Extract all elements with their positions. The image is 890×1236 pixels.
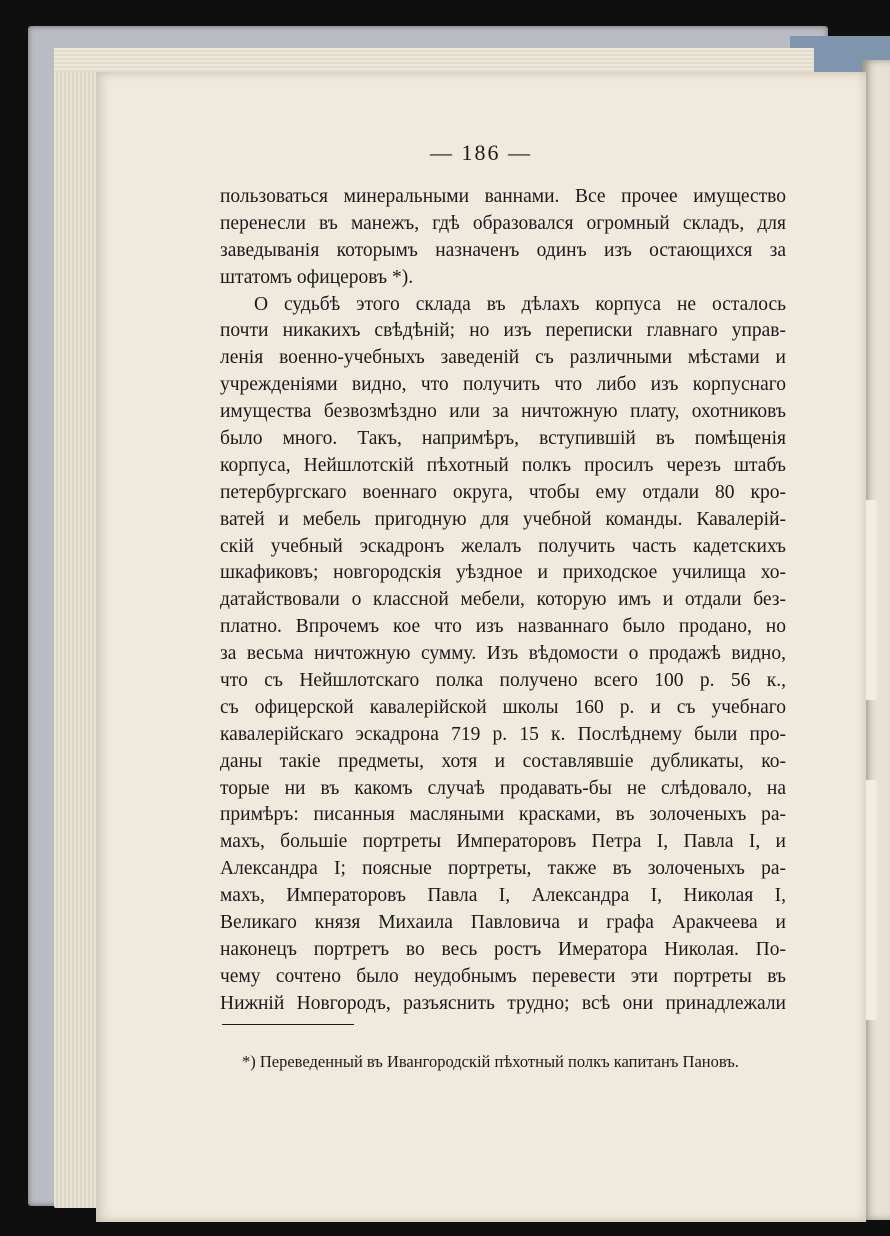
text-line: штатомъ офицеровъ *). bbox=[220, 266, 414, 288]
text-line: ватей и мебель пригодную для учебной команды. Кавалерій- bbox=[220, 508, 786, 530]
text-line: заведыванія которымъ назначенъ одинъ изъ остающихся за bbox=[220, 239, 786, 261]
text-line: торые ни въ какомъ случаѣ продавать-бы не слѣдовало, на bbox=[220, 777, 786, 799]
book-page bbox=[96, 72, 866, 1222]
text-line: съ офицерской кавалерійской школы 160 р. и съ учебнаго bbox=[220, 696, 786, 718]
text-line: датайствовали о классной мебели, которую имъ и отдали без- bbox=[220, 589, 786, 611]
text-line: было много. Такъ, напримѣръ, вступившій въ помѣщенія bbox=[220, 428, 786, 450]
text-line: кавалерійскаго эскадрона 719 р. 15 к. Послѣднему были про- bbox=[220, 723, 786, 745]
text-line: за весьма ничтожную сумму. Изъ вѣдомости о продажѣ видно, bbox=[220, 643, 786, 665]
text-line: Великаго князя Михаила Павловича и графа Аракчеева и bbox=[220, 912, 786, 934]
body-text bbox=[220, 184, 786, 1018]
text-line: махъ, большіе портреты Императоровъ Петра I, Павла I, и bbox=[220, 831, 786, 853]
footnote-rule bbox=[222, 1024, 354, 1025]
text-line: О судьбѣ этого склада въ дѣлахъ корпуса не осталось bbox=[254, 293, 786, 315]
text-line: даны такіе предметы, хотя и составлявшіе дубликаты, ко- bbox=[220, 750, 786, 772]
text-line: наконецъ портретъ во весь ростъ Имератора Николая. По- bbox=[220, 938, 786, 960]
text-line: чему сочтено было неудобнымъ перевести эти портреты въ bbox=[220, 965, 786, 987]
text-line: примѣръ: писанныя масляными красками, въ золоченыхъ ра- bbox=[220, 804, 786, 826]
page-edges-top bbox=[54, 48, 814, 72]
text-line: Александра I; поясные портреты, также въ золоченыхъ ра- bbox=[220, 858, 786, 880]
text-line: ленія военно-учебныхъ заведеній съ различными мѣстами и bbox=[220, 347, 786, 369]
text-line: петербургскаго военнаго округа, чтобы ему отдали 80 кро- bbox=[220, 481, 786, 503]
text-line: имущества безвозмѣздно или за ничтожную плату, охотниковъ bbox=[220, 401, 786, 423]
text-line: скій учебный эскадронъ желалъ получить часть кадетскихъ bbox=[220, 535, 786, 557]
text-line: платно. Впрочемъ кое что изъ названнаго было продано, но bbox=[220, 616, 786, 638]
page-number: — 186 — bbox=[430, 140, 532, 165]
footnote: *) Переведенный въ Ивангородскій пѣхотный полкъ капитанъ Пановъ. bbox=[242, 1052, 739, 1071]
text-line: учрежденіями видно, что получить что либо изъ корпуснаго bbox=[220, 374, 786, 396]
text-line: что съ Нейшлотскаго полка получено всего 100 р. 56 к., bbox=[220, 670, 786, 692]
text-line: пользоваться минеральными ваннами. Все прочее имущество bbox=[220, 186, 786, 207]
next-page-edge bbox=[862, 60, 890, 1220]
text-line: перенесли въ манежъ, гдѣ образовался огромный складъ, для bbox=[220, 212, 786, 234]
text-line: махъ, Императоровъ Павла I, Александра I, Николая I, bbox=[220, 885, 786, 907]
text-line: шкафиковъ; новгородскія уѣздное и приходское училища хо- bbox=[220, 562, 786, 584]
text-line: почти никакихъ свѣдѣній; но изъ переписки главнаго управ- bbox=[220, 320, 786, 342]
text-line: корпуса, Нейшлотскій пѣхотный полкъ просилъ черезъ штабъ bbox=[220, 454, 786, 476]
text-line: Нижній Новгородъ, разъяснить трудно; всѣ они принадлежали bbox=[220, 992, 786, 1014]
